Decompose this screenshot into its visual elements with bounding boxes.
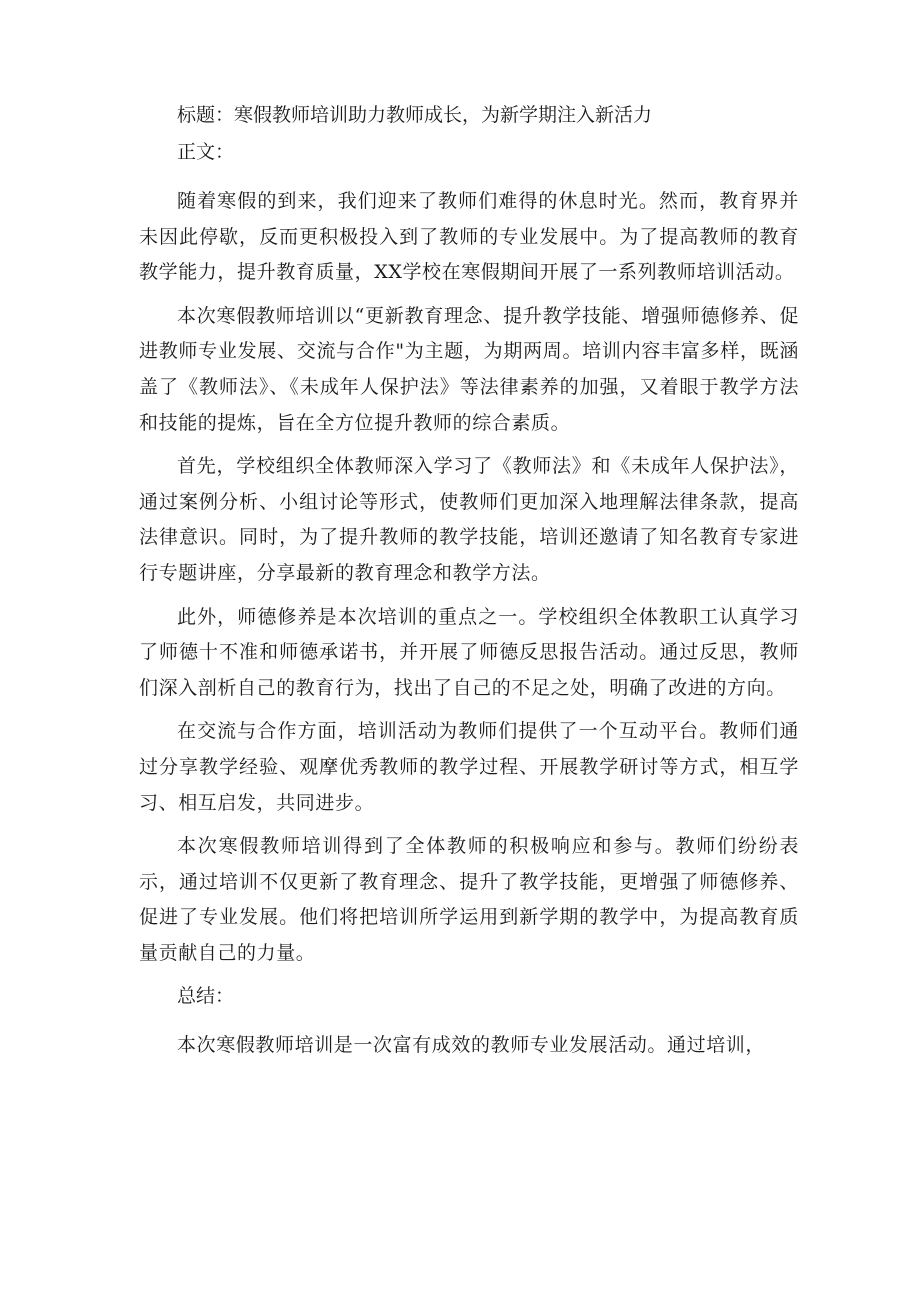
paragraph-response: 本次寒假教师培训得到了全体教师的积极响应和参与。教师们纷纷表示，通过培训不仅更新了教育理念、提升了教学技能，更增强了师德修养、促进了专业发展。他们将把培训所学运用到新学期的教学中，为提高教育质量贡献自己的力量。 xyxy=(139,835,799,964)
document-title: 标题：寒假教师培训助力教师成长，为新学期注入新活力 xyxy=(177,104,653,126)
body-label: 正文： xyxy=(177,141,235,163)
paragraph-theme: 本次寒假教师培训以“更新教育理念、提升教学技能、增强师德修养、促进教师专业发展、交流与合作"为主题，为期两周。培训内容丰富多样，既涵盖了《教师法》、《未成年人保护法》等法律素养的加强，又着眼于教学方法和技能的提炼，旨在全方位提升教师的综合素质。 xyxy=(139,304,799,434)
summary-label: 总结： xyxy=(177,985,235,1008)
paragraph-law-study: 首先，学校组织全体教师深入学习了《教师法》和《未成年人保护法》，通过案例分析、小组讨论等形式，使教师们更加深入地理解法律条款，提高法律意识。同时，为了提升教师的教学技能，培训还邀请了知名教育专家进行专题讲座，分享最新的教育理念和教学方法。 xyxy=(139,455,799,584)
paragraph-summary: 本次寒假教师培训是一次富有成效的教师专业发展活动。通过培训， xyxy=(177,1034,766,1057)
document-page xyxy=(139,98,799,1072)
paragraph-exchange: 在交流与合作方面，培训活动为教师们提供了一个互动平台。教师们通过分享教学经验、观摩优秀教师的教学过程、开展教学研讨等方式，相互学习、相互启发，共同进步。 xyxy=(139,720,799,814)
paragraph-ethics: 此外，师德修养是本次培训的重点之一。学校组织全体教职工认真学习了师德十不准和师德承诺书，并开展了师德反思报告活动。通过反思，教师们深入剖析自己的教育行为，找出了自己的不足之处，明确了改进的方向。 xyxy=(139,605,799,699)
paragraph-intro: 随着寒假的到来，我们迎来了教师们难得的休息时光。然而，教育界并未因此停歇，反而更积极投入到了教师的专业发展中。为了提高教师的教育教学能力，提升教育质量，XX学校在寒假期间开展了一系列教师培训活动。 xyxy=(139,190,799,284)
